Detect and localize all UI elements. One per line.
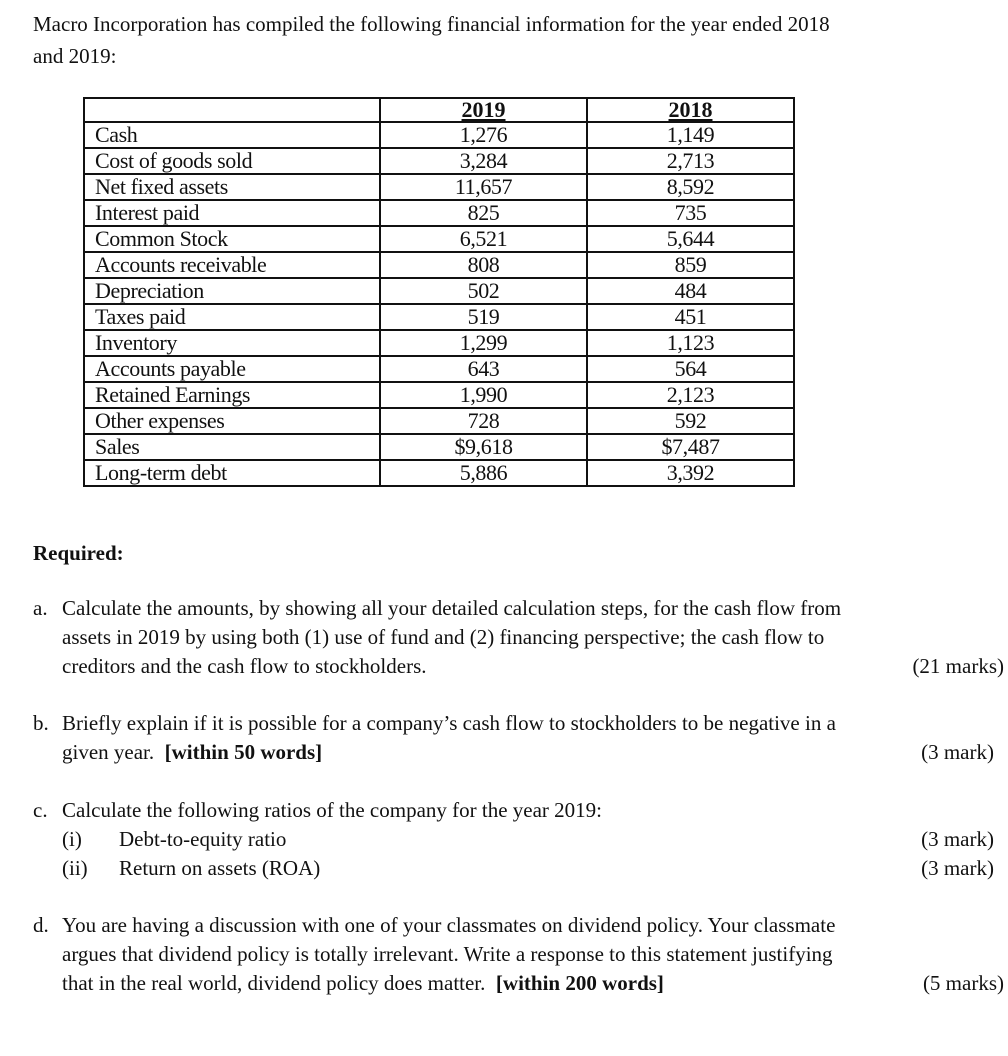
value-2018: 484 bbox=[587, 278, 794, 304]
table-row bbox=[84, 460, 794, 486]
row-label: Long-term debt bbox=[84, 460, 380, 486]
value-2019: 1,990 bbox=[380, 382, 587, 408]
row-label: Other expenses bbox=[84, 408, 380, 434]
question-text: given year. bbox=[62, 740, 155, 764]
header-2018: 2018 bbox=[587, 98, 794, 122]
value-2019: 1,276 bbox=[380, 122, 587, 148]
word-limit: [within 50 words] bbox=[164, 740, 323, 764]
value-2019: 643 bbox=[380, 356, 587, 382]
value-2019: 728 bbox=[380, 408, 587, 434]
item-text: Return on assets (ROA) bbox=[119, 856, 321, 880]
question-text: assets in 2019 by using both (1) use of fund and (2) financing perspective; the cash flow to bbox=[62, 625, 825, 649]
question-text: Calculate the amounts, by showing all your detailed calculation steps, for the cash flow from bbox=[62, 596, 842, 620]
table-row bbox=[84, 356, 794, 382]
table-row bbox=[84, 278, 794, 304]
value-2018: $7,487 bbox=[587, 434, 794, 460]
value-2018: 859 bbox=[587, 252, 794, 278]
row-label: Cost of goods sold bbox=[84, 148, 380, 174]
question-text: argues that dividend policy is totally irrelevant. Write a response to this statement justifying bbox=[62, 942, 833, 966]
item-text: Debt-to-equity ratio bbox=[119, 827, 287, 851]
value-2019: 3,284 bbox=[380, 148, 587, 174]
row-label: Interest paid bbox=[84, 200, 380, 226]
question-letter: d. bbox=[33, 913, 49, 937]
table-row bbox=[84, 382, 794, 408]
value-2019: 502 bbox=[380, 278, 587, 304]
intro-line-2: and 2019: bbox=[33, 44, 117, 68]
value-2018: 8,592 bbox=[587, 174, 794, 200]
value-2019: 808 bbox=[380, 252, 587, 278]
marks: (3 mark) bbox=[921, 856, 994, 880]
question-text: Briefly explain if it is possible for a company’s cash flow to stockholders to be negative in a bbox=[62, 711, 836, 735]
item-num: (ii) bbox=[62, 856, 88, 880]
value-2018: 451 bbox=[587, 304, 794, 330]
value-2019: 825 bbox=[380, 200, 587, 226]
value-2018: 5,644 bbox=[587, 226, 794, 252]
value-2019: 11,657 bbox=[380, 174, 587, 200]
table-row bbox=[84, 304, 794, 330]
header-2019: 2019 bbox=[380, 98, 587, 122]
row-label: Retained Earnings bbox=[84, 382, 380, 408]
required-heading: Required: bbox=[33, 541, 124, 565]
question-text: creditors and the cash flow to stockholders. bbox=[62, 654, 427, 678]
marks: (5 marks) bbox=[922, 971, 1004, 995]
financial-table bbox=[83, 97, 795, 487]
table-row bbox=[84, 408, 794, 434]
question-text: Calculate the following ratios of the company for the year 2019: bbox=[62, 798, 603, 822]
value-2018: 735 bbox=[587, 200, 794, 226]
table-row bbox=[84, 252, 794, 278]
question-text-line bbox=[62, 970, 664, 996]
question-text: You are having a discussion with one of your classmates on dividend policy. Your classmate bbox=[62, 913, 836, 937]
question-text-line bbox=[62, 739, 322, 765]
row-label: Accounts payable bbox=[84, 356, 380, 382]
table-row bbox=[84, 434, 794, 460]
question-text: that in the real world, dividend policy does matter. bbox=[62, 971, 486, 995]
value-2019: 519 bbox=[380, 304, 587, 330]
row-label: Net fixed assets bbox=[84, 174, 380, 200]
marks: (3 mark) bbox=[921, 740, 994, 764]
marks: (3 mark) bbox=[921, 827, 994, 851]
row-label: Depreciation bbox=[84, 278, 380, 304]
item-num: (i) bbox=[62, 827, 82, 851]
table-row bbox=[84, 226, 794, 252]
header-blank bbox=[84, 98, 380, 122]
table-row bbox=[84, 174, 794, 200]
table-row bbox=[84, 200, 794, 226]
table-row bbox=[84, 148, 794, 174]
row-label: Taxes paid bbox=[84, 304, 380, 330]
row-label: Accounts receivable bbox=[84, 252, 380, 278]
value-2018: 592 bbox=[587, 408, 794, 434]
table-row bbox=[84, 330, 794, 356]
table-row bbox=[84, 122, 794, 148]
row-label: Common Stock bbox=[84, 226, 380, 252]
value-2018: 3,392 bbox=[587, 460, 794, 486]
row-label: Cash bbox=[84, 122, 380, 148]
value-2018: 2,123 bbox=[587, 382, 794, 408]
value-2018: 1,123 bbox=[587, 330, 794, 356]
question-letter: b. bbox=[33, 711, 49, 735]
word-limit: [within 200 words] bbox=[495, 971, 664, 995]
value-2019: $9,618 bbox=[380, 434, 587, 460]
question-letter: a. bbox=[33, 596, 48, 620]
row-label: Sales bbox=[84, 434, 380, 460]
table-header-row bbox=[84, 98, 794, 122]
value-2018: 2,713 bbox=[587, 148, 794, 174]
value-2019: 5,886 bbox=[380, 460, 587, 486]
question-letter: c. bbox=[33, 798, 48, 822]
intro-line-1: Macro Incorporation has compiled the following financial information for the year ended 2018 bbox=[33, 12, 830, 36]
value-2018: 564 bbox=[587, 356, 794, 382]
marks: (21 marks) bbox=[912, 654, 1004, 678]
value-2019: 6,521 bbox=[380, 226, 587, 252]
value-2018: 1,149 bbox=[587, 122, 794, 148]
row-label: Inventory bbox=[84, 330, 380, 356]
value-2019: 1,299 bbox=[380, 330, 587, 356]
